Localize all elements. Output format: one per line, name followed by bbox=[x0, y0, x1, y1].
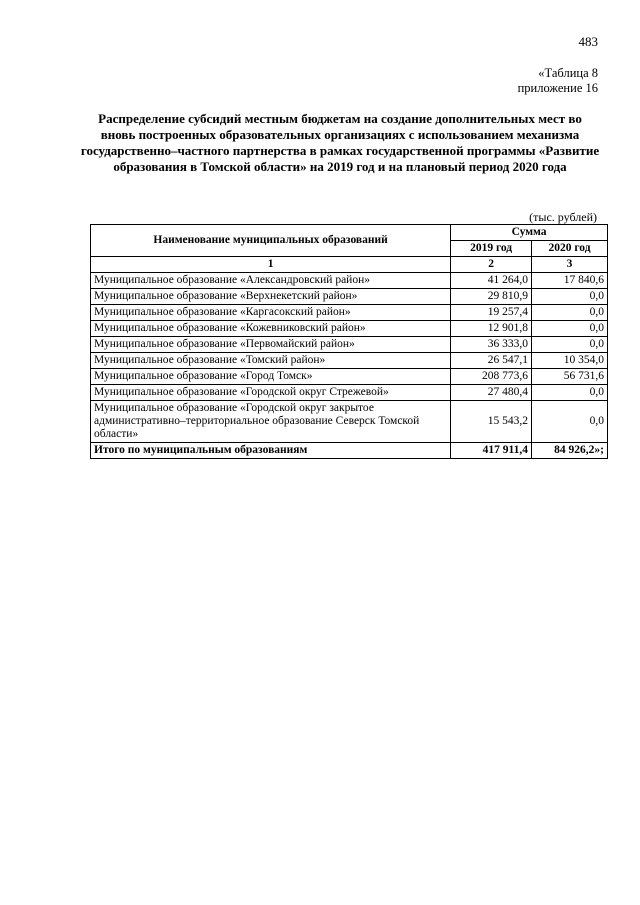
amount-2020: 0,0 bbox=[532, 321, 608, 337]
municipality-name: Муниципальное образование «Александровский район» bbox=[91, 273, 451, 289]
subsidy-table bbox=[90, 224, 608, 459]
amount-2020: 0,0 bbox=[532, 337, 608, 353]
municipality-name: Муниципальное образование «Томский район» bbox=[91, 353, 451, 369]
document-title: Распределение субсидий местным бюджетам на создание дополнительных мест во вновь построенных образовательных организациях с использованием механизма государственно–частного партнерства в рамках государственной программы «Развитие образования в Томской области» на 2019 год и на плановый период 2020 года bbox=[80, 111, 600, 174]
municipality-name: Муниципальное образование «Городской округ Стрежевой» bbox=[91, 385, 451, 401]
amount-2020: 0,0 bbox=[532, 385, 608, 401]
amount-2020: 17 840,6 bbox=[532, 273, 608, 289]
table-row bbox=[91, 289, 608, 305]
amount-2020: 56 731,6 bbox=[532, 369, 608, 385]
column-number-2: 2 bbox=[451, 257, 532, 273]
header-municipality-name: Наименование муниципальных образований bbox=[91, 225, 451, 257]
amount-2020: 0,0 bbox=[532, 289, 608, 305]
municipality-name: Муниципальное образование «Каргасокский район» bbox=[91, 305, 451, 321]
municipality-name: Муниципальное образование «Город Томск» bbox=[91, 369, 451, 385]
units-label: (тыс. рублей) bbox=[529, 210, 597, 224]
table-row bbox=[91, 305, 608, 321]
amount-2019: 27 480,4 bbox=[451, 385, 532, 401]
amount-2020: 0,0 bbox=[532, 305, 608, 321]
header-sum: Сумма bbox=[451, 225, 608, 241]
amount-2019: 41 264,0 bbox=[451, 273, 532, 289]
municipality-name: Муниципальное образование «Верхнекетский район» bbox=[91, 289, 451, 305]
total-label: Итого по муниципальным образованиям bbox=[91, 443, 451, 459]
amount-2020: 10 354,0 bbox=[532, 353, 608, 369]
page-number: 483 bbox=[578, 34, 598, 49]
table-reference bbox=[518, 66, 598, 96]
total-2020: 84 926,2»; bbox=[532, 443, 608, 459]
amount-2019: 208 773,6 bbox=[451, 369, 532, 385]
amount-2019: 36 333,0 bbox=[451, 337, 532, 353]
amount-2020: 0,0 bbox=[532, 401, 608, 443]
municipality-name: Муниципальное образование «Городской округ закрытое административно–территориальное образование Северск Томской области» bbox=[91, 401, 451, 443]
table-row bbox=[91, 273, 608, 289]
table-row bbox=[91, 353, 608, 369]
table-row bbox=[91, 385, 608, 401]
table-row bbox=[91, 337, 608, 353]
table-row bbox=[91, 369, 608, 385]
amount-2019: 29 810,9 bbox=[451, 289, 532, 305]
amount-2019: 19 257,4 bbox=[451, 305, 532, 321]
amount-2019: 26 547,1 bbox=[451, 353, 532, 369]
header-2020: 2020 год bbox=[532, 241, 608, 257]
amount-2019: 15 543,2 bbox=[451, 401, 532, 443]
total-2019: 417 911,4 bbox=[451, 443, 532, 459]
column-number-3: 3 bbox=[532, 257, 608, 273]
column-number-1: 1 bbox=[91, 257, 451, 273]
table-row bbox=[91, 321, 608, 337]
amount-2019: 12 901,8 bbox=[451, 321, 532, 337]
header-2019: 2019 год bbox=[451, 241, 532, 257]
total-row bbox=[91, 443, 608, 459]
municipality-name: Муниципальное образование «Кожевниковский район» bbox=[91, 321, 451, 337]
table-reference-line1: «Таблица 8 bbox=[538, 66, 598, 80]
municipality-name: Муниципальное образование «Первомайский район» bbox=[91, 337, 451, 353]
table-row bbox=[91, 401, 608, 443]
table-reference-line2: приложение 16 bbox=[517, 81, 598, 95]
